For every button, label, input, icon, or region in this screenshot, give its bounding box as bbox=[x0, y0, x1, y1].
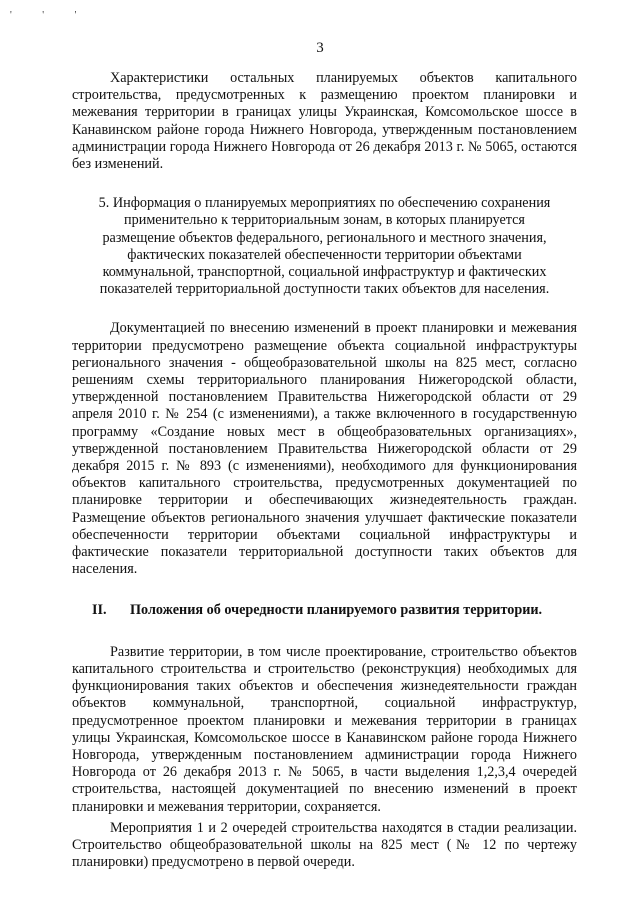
document-body bbox=[72, 70, 577, 871]
section-5-title: 5. Информация о планируемых мероприятиях по обеспечению сохранения применительно к территориальным зонам, в которых планируется размещение объектов федерального, регионального и местного значения, фактических показателей обеспеченности территории объектами коммунальной, транспортной, социальной инфраструктур и фактических показателей территориальной доступности таких объектов для населения. bbox=[98, 195, 551, 298]
paragraph-territory-development: Развитие территории, в том числе проектирование, строительство объектов капитального строительства и строительство (реконструкция) необходимых для функционирования таких объектов и обеспечения жизнедеятельности граждан объектов коммунальной, транспортной, социальной инфраструктур, предусмотренное проектом планировки и межевания территории в границах улицы Украинская, Комсомольское шоссе в Канавинском районе города Нижнего Новгорода, утвержденным постановлением администрации города Нижнего Новгорода от 26 декабря 2013 г. № 5065, в части выделения 1,2,3,4 очередей строительства, настоящей документацией по внесению изменений в проект планировки и межевания территории, сохраняется. bbox=[72, 643, 577, 815]
section-2-heading-text: Положения об очередности планируемого развития территории. bbox=[130, 602, 543, 619]
scan-corner-marks: ' ' ' bbox=[10, 10, 91, 21]
paragraph-school-placement: Документацией по внесению изменений в проект планировки и межевания территории предусмотрено размещение объекта социальной инфраструктуры регионального значения - общеобразовательной школы на 825 мест, согласно решениям схемы территориального планирования Нижегородской области, утвержденной постановлением Правительства Нижегородской области от 29 апреля 2010 г. № 254 (с изменениями), а также включенного в государственную программу «Создание новых мест в общеобразовательных организациях», утвержденной постановлением Правительства Нижегородской области от 29 декабря 2015 г. № 893 (с изменениями), необходимого для функционирования объектов капитального строительства, предусмотренных документацией по планировке территории и обеспечивающих жизнедеятельность граждан. Размещение объектов регионального значения улучшает фактические показатели обеспеченности территории объектами социальной инфраструктуры и фактические показатели территориальной доступности таких объектов для населения. bbox=[72, 320, 577, 578]
paragraph-construction-stages: Мероприятия 1 и 2 очередей строительства находятся в стадии реализации. Строительство общеобразовательной школы на 825 мест (№ 12 по чертежу планировки) предусмотрено в первой очереди. bbox=[72, 819, 577, 871]
paragraph-characteristics: Характеристики остальных планируемых объектов капитального строительства, предусмотренных к размещению проектом планировки и межевания территории в границах улицы Украинская, Комсомольское шоссе в Канавинском районе города Нижнего Новгорода, утвержденным постановлением администрации города Нижнего Новгорода от 26 декабря 2013 г. № 5065, остаются без изменений. bbox=[72, 70, 577, 173]
section-2-heading bbox=[72, 602, 577, 619]
section-2-number: II. bbox=[92, 602, 107, 619]
page-number: 3 bbox=[316, 40, 324, 56]
